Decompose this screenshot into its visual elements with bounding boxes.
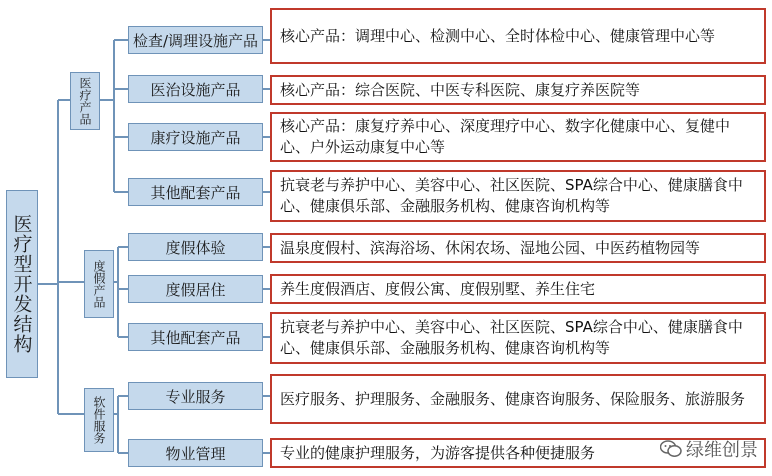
group-software bbox=[84, 388, 114, 452]
wechat-icon bbox=[660, 440, 682, 458]
detail-treatment bbox=[270, 75, 766, 105]
category-label: 度假体验 bbox=[165, 238, 226, 257]
connector-group-2 bbox=[114, 247, 128, 337]
category-label: 医治设施产品 bbox=[150, 80, 241, 99]
group-medical bbox=[70, 72, 100, 130]
detail-text: 专业的健康护理服务，为游客提供各种便捷服务 bbox=[280, 443, 596, 462]
group-label: 软件服务 bbox=[92, 396, 106, 444]
category-property-management bbox=[128, 439, 263, 467]
detail-text: 医疗服务、护理服务、金融服务、健康咨询服务、保险服务、旅游服务 bbox=[280, 389, 746, 408]
connector-group-1 bbox=[100, 40, 128, 192]
group-label: 医疗产品 bbox=[78, 77, 92, 125]
category-other-vacation bbox=[128, 323, 263, 351]
detail-text: 核心产品：康复疗养中心、深度理疗中心、数字化健康中心、复健中心、户外运动康复中心等 bbox=[280, 117, 731, 156]
category-label: 度假居住 bbox=[165, 280, 226, 299]
detail-text: 温泉度假村、滨海浴场、休闲农场、湿地公园、中医药植物园等 bbox=[280, 238, 701, 257]
detail-other-vacation bbox=[270, 312, 766, 364]
connector-root bbox=[38, 100, 84, 414]
connector-details bbox=[263, 40, 270, 453]
category-vacation-living bbox=[128, 275, 263, 303]
detail-vacation-living bbox=[270, 274, 766, 304]
detail-check bbox=[270, 8, 766, 64]
category-rehab bbox=[128, 123, 263, 151]
root-node bbox=[6, 190, 38, 378]
detail-other-medical bbox=[270, 170, 766, 222]
category-label: 检查/调理设施产品 bbox=[132, 31, 259, 50]
category-treatment bbox=[128, 75, 263, 103]
detail-text: 抗衰老与养护中心、美容中心、社区医院、SPA综合中心、健康膳食中心、健康俱乐部、金融服务机构、健康咨询机构等 bbox=[280, 176, 743, 215]
category-label: 物业管理 bbox=[165, 444, 226, 463]
root-label: 医疗型开发结构 bbox=[10, 214, 33, 354]
connector-group-3 bbox=[114, 396, 128, 453]
watermark bbox=[660, 436, 758, 462]
detail-text: 核心产品：调理中心、检测中心、全时体检中心、健康管理中心等 bbox=[280, 26, 716, 45]
group-vacation bbox=[84, 250, 114, 318]
category-label: 康疗设施产品 bbox=[150, 128, 241, 147]
category-check bbox=[128, 26, 263, 54]
detail-text: 抗衰老与养护中心、美容中心、社区医院、SPA综合中心、健康膳食中心、健康俱乐部、金融服务机构、健康咨询机构等 bbox=[280, 318, 743, 357]
detail-professional-service bbox=[270, 374, 766, 424]
detail-text: 养生度假酒店、度假公寓、度假别墅、养生住宅 bbox=[280, 279, 596, 298]
category-label: 其他配套产品 bbox=[150, 328, 241, 347]
detail-text: 核心产品：综合医院、中医专科医院、康复疗养医院等 bbox=[280, 80, 641, 99]
detail-rehab bbox=[270, 112, 766, 162]
detail-vacation-experience bbox=[270, 233, 766, 263]
group-label: 度假产品 bbox=[92, 260, 106, 308]
watermark-text: 绿维创景 bbox=[686, 440, 758, 461]
category-label: 其他配套产品 bbox=[150, 183, 241, 202]
category-label: 专业服务 bbox=[165, 387, 226, 406]
category-other-medical bbox=[128, 178, 263, 206]
category-vacation-experience bbox=[128, 233, 263, 261]
category-professional-service bbox=[128, 382, 263, 410]
